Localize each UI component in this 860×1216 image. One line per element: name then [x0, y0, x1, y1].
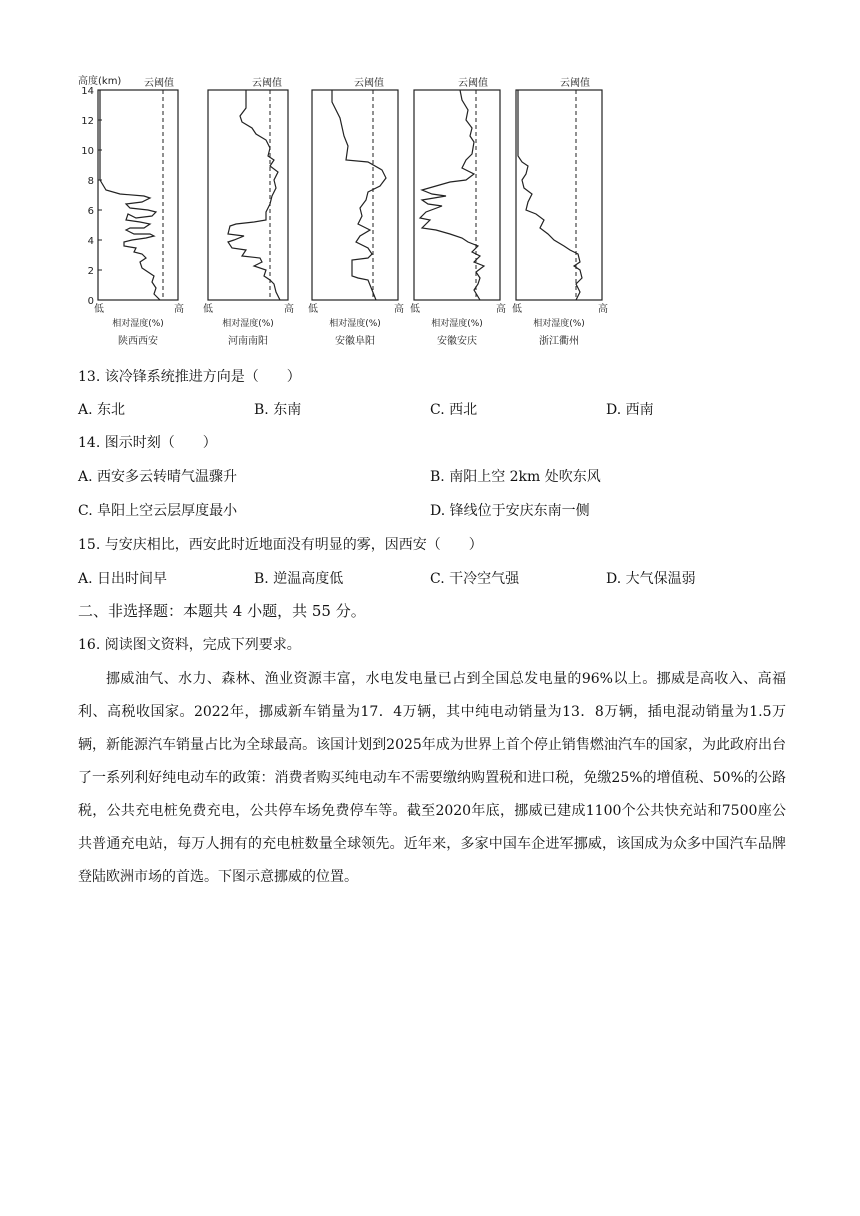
q14-option-a: A. 西安多云转晴气温骤升 — [78, 469, 238, 485]
panel-fuyang — [308, 76, 404, 347]
y-tick-label: 12 — [81, 116, 94, 127]
panel-frame — [208, 90, 288, 300]
y-tick-label: 8 — [87, 176, 94, 187]
q15-option-b: B. 逆温高度低 — [254, 571, 344, 587]
y-tick-label: 14 — [81, 86, 94, 97]
panel-quzhou — [512, 76, 608, 347]
x-low-label: 低 — [94, 304, 104, 315]
station-name: 陕西西安 — [118, 336, 158, 347]
panel-xian — [94, 76, 184, 347]
y-tick-label: 0 — [87, 296, 94, 307]
y-tick-label: 4 — [87, 236, 94, 247]
threshold-label: 云阈值 — [354, 78, 384, 89]
station-name: 河南南阳 — [228, 336, 268, 347]
q15-option-c: C. 干冷空气强 — [430, 571, 520, 587]
x-high-label: 高 — [284, 304, 294, 315]
panel-anqing — [410, 76, 506, 347]
humidity-curve — [100, 90, 160, 300]
question-16-paragraph: 挪威油气、水力、森林、渔业资源丰富，水电发电量已占到全国总发电量的96%以上。挪威是高收入、高福利、高税收国家。2022年，挪威新车销量为17．4万辆，其中纯电动销量为13．8万辆，插电混动销量为1.5万辆，新能源汽车销量占比为全球最高。该国计划到2025年成为世界上首个停止销售燃油汽车的国家，为此政府出台了一系列利好纯电动车的政策：消费者购买纯电动车不需要缴纳购置税和进口税，免缴25%的增值税、50%的公路税，公共充电桩免费充电，公共停车场免费停车等。截至2020年底，挪威已建成1100个公共快充站和7500座公共普通充电站，每万人拥有的充电桩数量全球领先。近年来，多家中国车企进军挪威，该国成为众多中国汽车品牌登陆欧洲市场的首选。下图示意挪威的位置。 — [78, 671, 786, 885]
y-tick-label: 2 — [87, 266, 94, 277]
threshold-label: 云阈值 — [252, 78, 282, 89]
x-axis-label: 相对湿度(%) — [533, 319, 585, 329]
threshold-label: 云阈值 — [560, 78, 590, 89]
x-axis-label: 相对湿度(%) — [112, 319, 164, 329]
station-name: 安徽安庆 — [437, 336, 477, 347]
panel-frame — [312, 90, 398, 300]
humidity-curve — [420, 90, 484, 300]
x-axis-label: 相对湿度(%) — [329, 319, 381, 329]
y-axis-label: 高度(km) — [78, 76, 122, 87]
humidity-curve — [228, 90, 280, 300]
q13-option-b: B. 东南 — [254, 402, 302, 418]
question-14-stem: 14. 图示时刻（ ） — [78, 435, 217, 451]
q13-option-a: A. 东北 — [78, 402, 126, 418]
q14-option-d: D. 锋线位于安庆东南一侧 — [430, 503, 590, 519]
x-axis-label: 相对湿度(%) — [431, 319, 483, 329]
panel-nanyang — [203, 76, 294, 347]
x-low-label: 低 — [203, 304, 213, 315]
x-axis-label: 相对湿度(%) — [222, 319, 274, 329]
q15-option-a: A. 日出时间早 — [78, 571, 168, 587]
station-name: 安徽阜阳 — [335, 336, 375, 347]
humidity-curve — [332, 90, 386, 300]
panel-frame — [414, 90, 500, 300]
threshold-label: 云阈值 — [458, 78, 488, 89]
x-high-label: 高 — [598, 304, 608, 315]
x-high-label: 高 — [496, 304, 506, 315]
y-tick-label: 10 — [81, 146, 94, 157]
y-tick-label: 6 — [87, 206, 94, 217]
panel-frame — [516, 90, 602, 300]
x-low-label: 低 — [410, 304, 420, 315]
q15-option-d: D. 大气保温弱 — [606, 571, 696, 587]
question-16-stem: 16. 阅读图文资料，完成下列要求。 — [78, 637, 301, 653]
humidity-curve — [518, 90, 582, 300]
question-13-stem: 13. 该冷锋系统推进方向是（ ） — [78, 369, 301, 385]
q14-option-b: B. 南阳上空 2km 处吹东风 — [430, 469, 601, 485]
question-15-stem: 15. 与安庆相比，西安此时近地面没有明显的雾，因西安（ ） — [78, 537, 483, 553]
q14-option-c: C. 阜阳上空云层厚度最小 — [78, 503, 238, 519]
x-low-label: 低 — [512, 304, 522, 315]
x-high-label: 高 — [174, 304, 184, 315]
x-high-label: 高 — [394, 304, 404, 315]
q13-option-d: D. 西南 — [606, 402, 654, 418]
humidity-profile-figure — [70, 70, 630, 360]
x-low-label: 低 — [308, 304, 318, 315]
station-name: 浙江衢州 — [539, 336, 579, 347]
y-axis-ticks — [81, 86, 102, 307]
q13-option-c: C. 西北 — [430, 402, 478, 418]
threshold-label: 云阈值 — [144, 78, 174, 89]
section-2-heading: 二、非选择题：本题共 4 小题，共 55 分。 — [78, 602, 366, 620]
